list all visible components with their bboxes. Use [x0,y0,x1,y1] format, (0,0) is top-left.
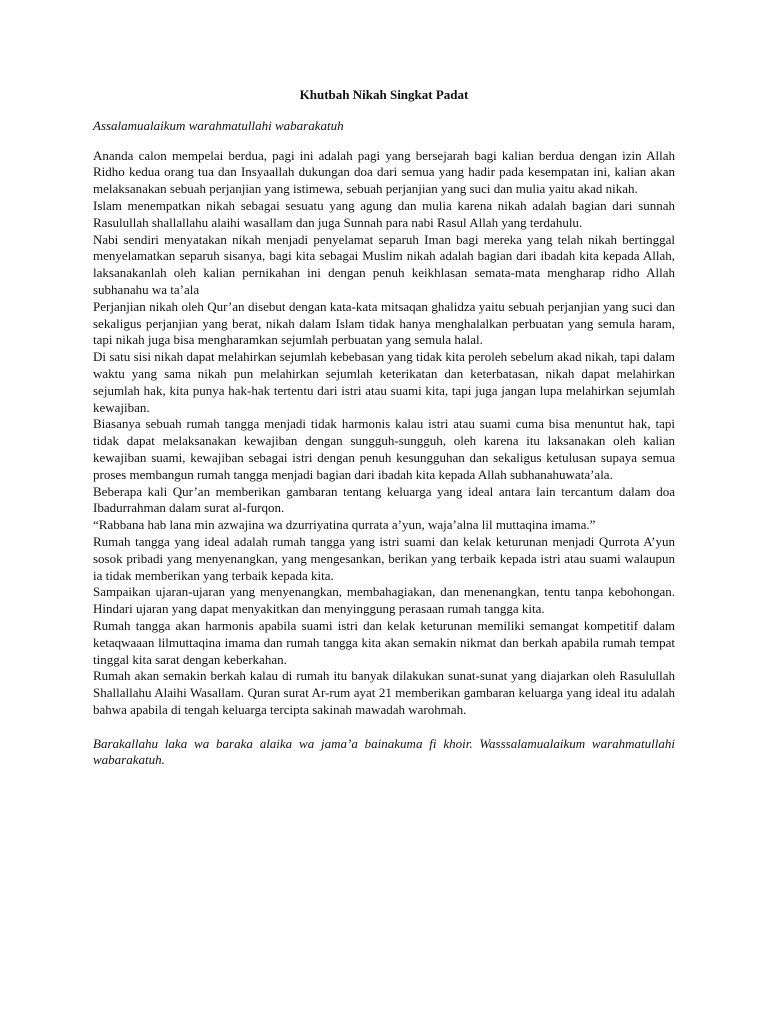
paragraph-6: Biasanya sebuah rumah tangga menjadi tidak harmonis kalau istri atau suami cuma bisa menuntut hak, tapi tidak dapat melaksanakan kewajiban dengan sungguh-sungguh, oleh karena itu laksanakan oleh kalian kewajiban suami, kewajiban sebagai istri dengan penuh kesungguhan dan sekaligus ketulusan supaya semua proses membangun rumah tangga menjadi bagian dari ibadah kita kepada Allah subhanahuwata’ala. [93,416,675,482]
document-page [93,87,675,769]
paragraph-2: Islam menempatkan nikah sebagai sesuatu yang agung dan mulia karena nikah adalah bagian dari sunnah Rasulullah shallallahu alaihi wasallam dan juga Sunnah para nabi Rasul Allah yang terdahulu. [93,197,675,230]
paragraph-5: Di satu sisi nikah dapat melahirkan sejumlah kebebasan yang tidak kita peroleh sebelum akad nikah, tapi dalam waktu yang sama nikah pun melahirkan sejumlah keterikatan dan keterbatasan, nikah dapat melahirkan sejumlah hak, kita punya hak-hak tertentu dari istri atau suami kita, tapi juga jangan lupa melahirkan sejumlah kewajiban. [93,349,675,415]
paragraph-4: Perjanjian nikah oleh Qur’an disebut dengan kata-kata mitsaqan ghalidza yaitu sebuah perjanjian yang suci dan sekaligus perjanjian yang berat, nikah dalam Islam tidak hanya menghalalkan perbuatan yang semula haram, tapi nikah juga bisa mengharamkan sejumlah perbuatan yang semula halal. [93,298,675,348]
paragraph-9: Rumah tangga yang ideal adalah rumah tangga yang istri suami dan kelak keturunan menjadi Qurrota A’yun sosok pribadi yang menyenangkan, yang mengesankan, berikan yang terbaik kepada istri atau suami walaupun ia tidak memberikan yang terbaik kepada kita. [93,533,675,583]
closing-line: Barakallahu laka wa baraka alaika wa jama’a bainakuma fi khoir. Wasssalamualaikum warahmatullahi wabarakatuh. [93,735,675,768]
paragraph-3: Nabi sendiri menyatakan nikah menjadi penyelamat separuh Iman bagi mereka yang telah nikah bertinggal menyelamatkan separuh sisanya, bagi kita sebagai Muslim nikah adalah bagian dari ibadah kita kepada Allah, laksanakanlah oleh kalian pernikahan ini dengan penuh keikhlasan semata-mata mengharap ridho Allah subhanahu wa ta’ala [93,231,675,297]
paragraph-12: Rumah akan semakin berkah kalau di rumah itu banyak dilakukan sunat-sunat yang diajarkan oleh Rasulullah Shallallahu Alaihi Wasallam. Quran surat Ar-rum ayat 21 memberikan gambaran keluarga yang ideal itu adalah bahwa apabila di tengah keluarga tercipta sakinah mawadah warohmah. [93,668,675,717]
paragraph-8-doa: “Rabbana hab lana min azwajina wa dzurriyatina qurrata a’yun, waja’alna lil muttaqina imama.” [93,517,596,533]
greeting-line: Assalamualaikum warahmatullahi wabarakatuh [93,117,344,133]
document-title: Khutbah Nikah Singkat Padat [299,87,469,102]
paragraph-7: Beberapa kali Qur’an memberikan gambaran tentang keluarga yang ideal antara lain tercantum dalam doa Ibadurrahman dalam surat al-furqon. [93,483,675,516]
paragraph-10: Sampaikan ujaran-ujaran yang menyenangkan, membahagiakan, dan menenangkan, tentu tanpa kebohongan. Hindari ujaran yang dapat menyakitkan dan menyinggung perasaan rumah tangga kita. [93,584,675,617]
paragraph-1: Ananda calon mempelai berdua, pagi ini adalah pagi yang bersejarah bagi kalian berdua dengan izin Allah Ridho kedua orang tua dan Insyaallah dukungan doa dari semua yang hadir pada kesempatan ini, kalian akan melaksanakan sebuah perjanjian yang istimewa, sebuah perjanjian yang suci dan mulia yaitu akad nikah. [93,147,675,197]
paragraph-11: Rumah tangga akan harmonis apabila suami istri dan kelak keturunan memiliki semangat kompetitif dalam ketaqwaaan lilmuttaqina imama dan rumah tangga kita akan semakin nikmat dan berkah apabila rumah tempat tinggal kita sarat dengan keberkahan. [93,617,675,667]
paragraph-spacer [93,719,675,736]
